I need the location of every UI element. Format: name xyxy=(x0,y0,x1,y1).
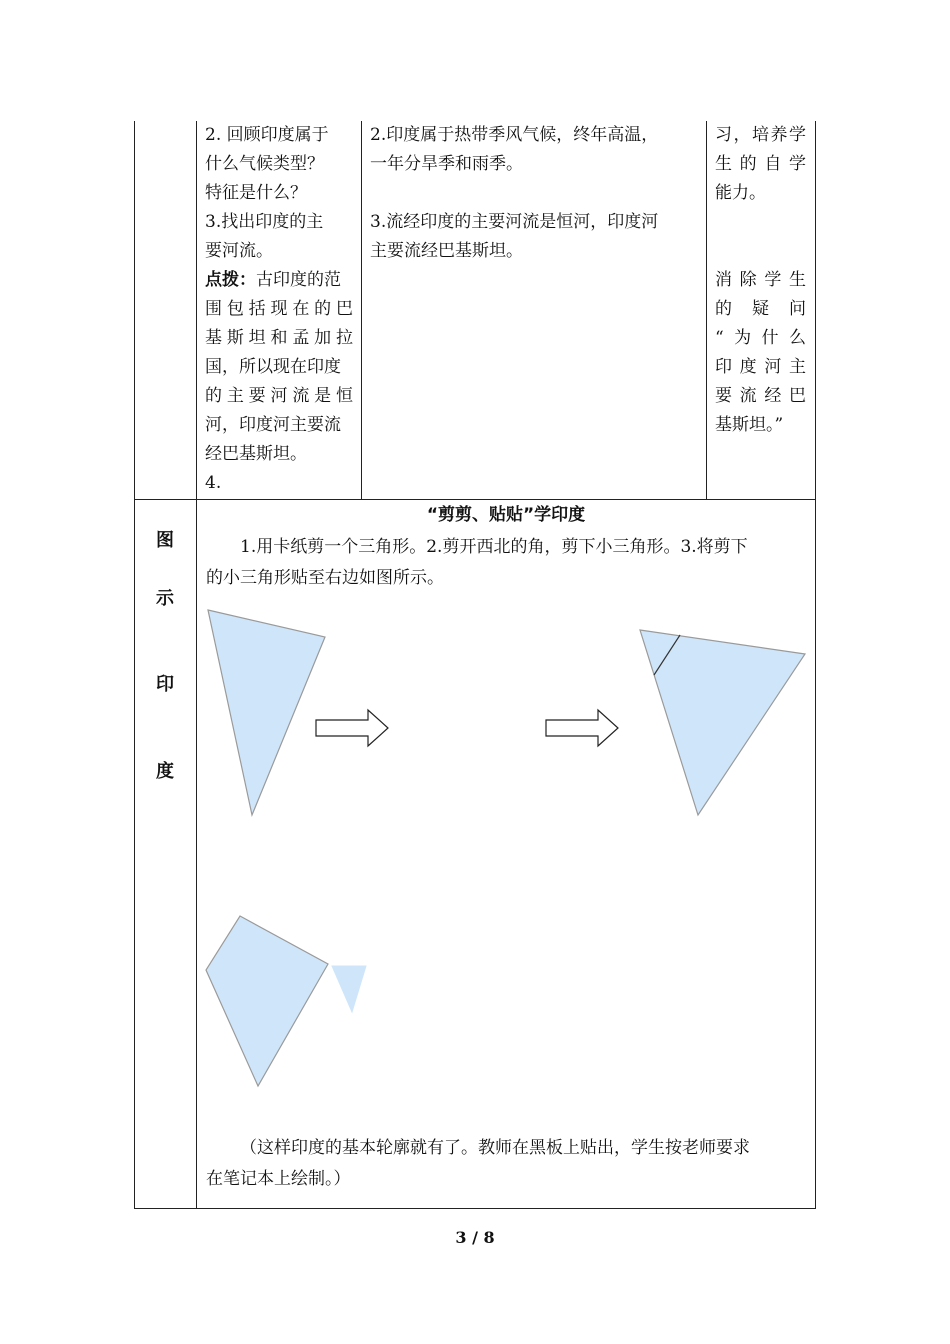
page-number: 3 / 8 xyxy=(455,1228,495,1247)
purpose-spacer-2 xyxy=(715,237,806,266)
answer2-line2: 一年分旱季和雨季。 xyxy=(370,154,523,174)
table-divider-2 xyxy=(361,121,362,499)
purpose1-line1: 习，培养学 xyxy=(715,125,806,145)
activity-tip-line4: 国，所以现在印度 xyxy=(205,357,341,377)
tip-text-a: 古印度的范 xyxy=(256,270,341,290)
activity-item4: 4. xyxy=(205,473,222,493)
note-line-2: 在笔记本上绘制。） xyxy=(206,1169,351,1189)
purpose2-line1: 消除学生 xyxy=(715,270,806,290)
activity-tip-line3: 基斯坦和孟加拉 xyxy=(205,328,353,348)
purpose-cell xyxy=(715,121,806,440)
arrow-right-icon xyxy=(542,706,624,750)
purpose2-line5: 要流经巴 xyxy=(715,386,806,406)
purpose2-line4: 印度河主 xyxy=(715,357,806,377)
steps-text xyxy=(206,532,808,594)
table-divider-3 xyxy=(706,121,707,499)
steps-line-1: 1.用卡纸剪一个三角形。2.剪开西北的角，剪下小三角形。3.将剪下 xyxy=(240,537,748,557)
activity-item3-line2: 要河流。 xyxy=(205,241,273,261)
cut-triangle-shape xyxy=(632,620,812,820)
activity-item2-line2: 什么气候类型？ xyxy=(205,154,324,174)
answer3-line2: 主要流经巴基斯坦。 xyxy=(370,241,523,261)
activity-item2-line1: 2. 回顾印度属于 xyxy=(205,125,329,145)
purpose1-line3: 能力。 xyxy=(715,183,766,203)
purpose-spacer-1 xyxy=(715,208,806,237)
side-label-char-2: 示 xyxy=(156,588,174,609)
india-outline-shape xyxy=(200,908,375,1093)
activity-item2-line3: 特征是什么？ xyxy=(205,183,307,203)
purpose2-line2: 的疑问 xyxy=(715,299,806,319)
answer-spacer xyxy=(370,179,700,208)
activity-tip-line1 xyxy=(205,266,353,295)
activity-tip-line5: 的主要河流是恒 xyxy=(205,386,353,406)
purpose2-line3: “为什么 xyxy=(715,328,806,348)
section-title: “剪剪、贴贴”学印度 xyxy=(426,505,586,525)
steps-line-2: 的小三角形贴至右边如图所示。 xyxy=(206,568,444,588)
answer3-line1: 3.流经印度的主要河流是恒河，印度河 xyxy=(370,212,659,232)
activity-cell xyxy=(205,121,353,498)
purpose1-line2: 生的自学 xyxy=(715,154,806,174)
table-divider-1 xyxy=(196,121,197,1209)
table-border-bottom xyxy=(134,1208,816,1209)
purpose2-line6: 基斯坦。” xyxy=(715,415,784,435)
answer-cell xyxy=(370,121,700,266)
note-text xyxy=(206,1133,808,1195)
side-label-char-3: 印 xyxy=(156,674,174,695)
note-line-1: （这样印度的基本轮廓就有了。教师在黑板上贴出，学生按老师要求 xyxy=(240,1138,750,1158)
activity-item3-line1: 3.找出印度的主 xyxy=(205,212,324,232)
tip-label: 点拨： xyxy=(205,270,256,290)
activity-tip-line7: 经巴基斯坦。 xyxy=(205,444,307,464)
side-label-char-4: 度 xyxy=(156,761,174,782)
table-border-right xyxy=(815,121,816,1209)
activity-tip-line2: 围包括现在的巴 xyxy=(205,299,353,319)
answer2-line1: 2.印度属于热带季风气候，终年高温， xyxy=(370,125,659,145)
side-label-char-1: 图 xyxy=(156,530,174,551)
table-border-left xyxy=(134,121,135,1209)
arrow-right-icon xyxy=(312,706,394,750)
activity-tip-line6: 河，印度河主要流 xyxy=(205,415,341,435)
